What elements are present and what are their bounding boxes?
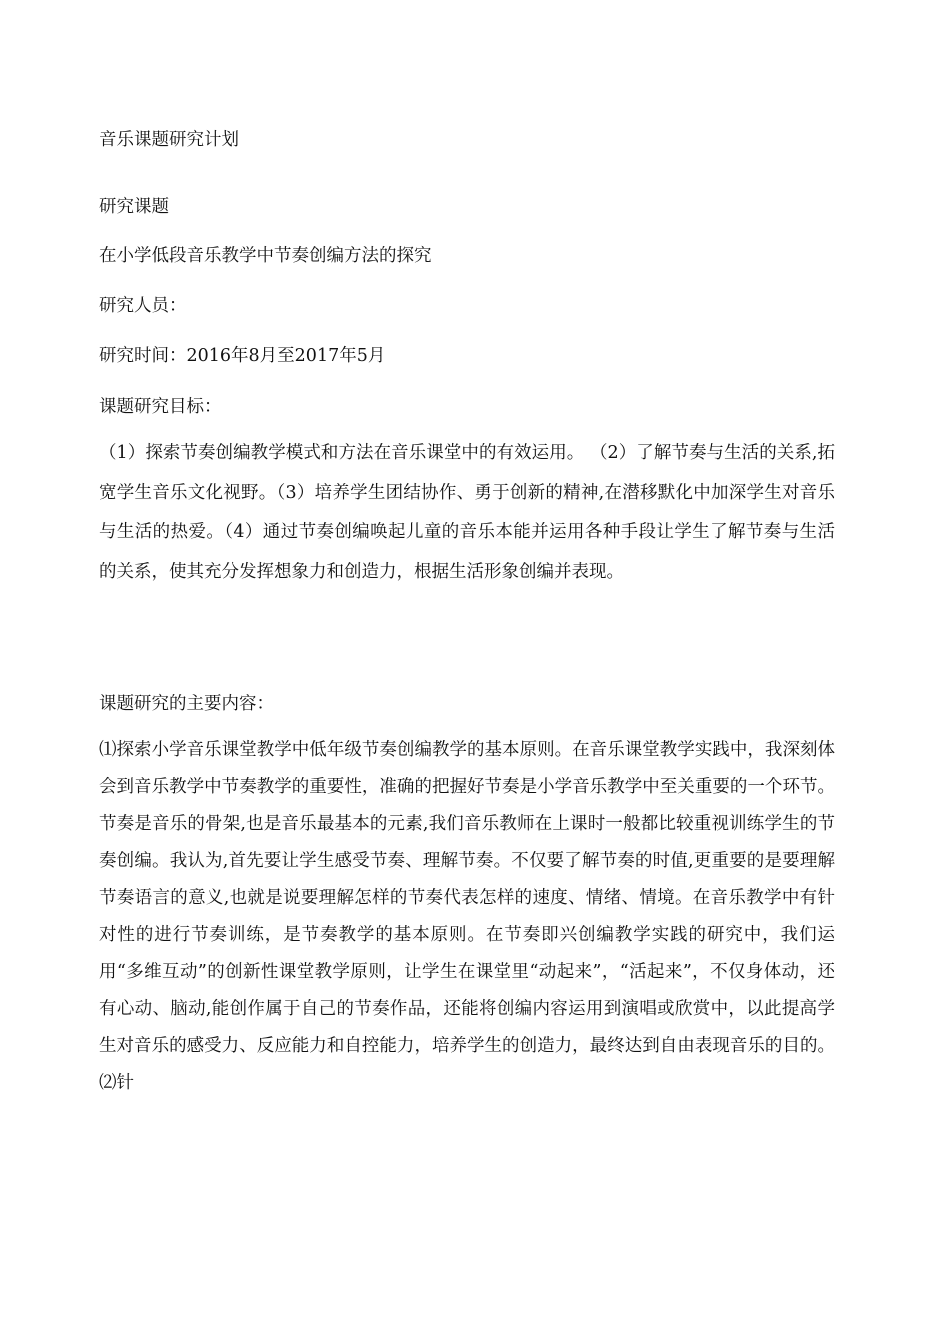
- goals-paragraph: （1）探索节奏创编教学模式和方法在音乐课堂中的有效运用。 （2）了解节奏与生活的关系,拓宽学生音乐文化视野。（3）培养学生团结协作、勇于创新的精神,在潜移默化中加深学生对音乐与生活的热爱。（4）通过节奏创编唤起儿童的音乐本能并运用各种手段让学生了解节奏与生活的关系，使其充分发挥想象力和创造力，根据生活形象创编并表现。: [99, 443, 835, 582]
- content-paragraph: ⑴探索小学音乐课堂教学中低年级节奏创编教学的基本原则。在音乐课堂教学实践中，我深刻体会到音乐教学中节奏教学的重要性，准确的把握好节奏是小学音乐教学中至关重要的一个环节。节奏是音乐的骨架,也是音乐最基本的元素,我们音乐教师在上课时一般都比较重视训练学生的节奏创编。我认为,首先要让学生感受节奏、理解节奏。不仅要了解节奏的时值,更重要的是要理解节奏语言的意义,也就是说要理解怎样的节奏代表怎样的速度、情绪、情境。在音乐教学中有针对性的进行节奏训练，是节奏教学的基本原则。在节奏即兴创编教学实践的研究中，我们运用“多维互动”的创新性课堂教学原则，让学生在课堂里“动起来”，“活起来”，不仅身体动，还有心动、脑动,能创作属于自己的节奏作品，还能将创编内容运用到演唱或欣赏中，以此提高学生对音乐的感受力、反应能力和自控能力，培养学生的创造力，最终达到自由表现音乐的目的。 ⑵针: [99, 740, 835, 1093]
- content-heading: 课题研究的主要内容：: [99, 694, 274, 714]
- document-title: 音乐课题研究计划: [99, 130, 239, 150]
- research-topic: 在小学低段音乐教学中节奏创编方法的探究: [99, 246, 432, 266]
- goals-heading: 课题研究目标：: [99, 397, 222, 417]
- topic-heading: 研究课题: [99, 197, 169, 217]
- research-time: 研究时间：2016年8月至2017年5月: [99, 346, 386, 366]
- researchers-label: 研究人员：: [99, 296, 187, 316]
- document-page: [99, 0, 835, 1344]
